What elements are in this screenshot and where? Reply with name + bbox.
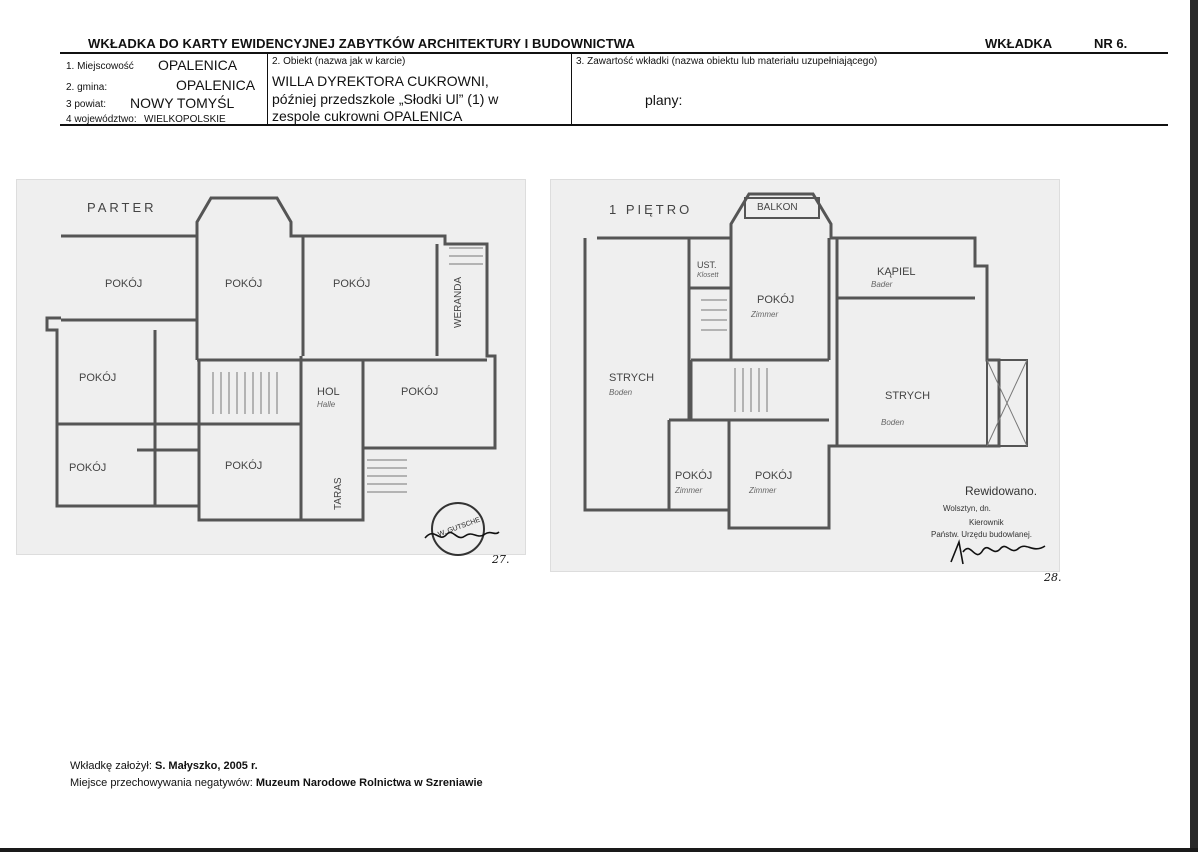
form-bottom-rule — [60, 124, 1168, 126]
pietro-strych-right: STRYCH — [885, 390, 931, 402]
plan-parter-drawing — [17, 180, 525, 554]
parter-room-5: POKÓJ — [401, 386, 439, 398]
miejscowosc-value: OPALENICA — [158, 57, 238, 73]
pietro-ust-sub: Klosett — [697, 272, 719, 279]
form-title: WKŁADKA DO KARTY EWIDENCYJNEJ ZABYTKÓW ARCHITEKTURY I BUDOWNICTWA — [88, 36, 635, 51]
footer-zalozyl-label: Wkładkę założył: — [70, 760, 152, 772]
plan-pietro — [550, 179, 1060, 572]
powiat-label: 3 powiat: — [66, 99, 107, 110]
rewidowano-stamp: Rewidowano. — [965, 484, 1038, 498]
pietro-balkon: BALKON — [757, 202, 798, 213]
record-form — [60, 52, 1168, 126]
parter-room-1: POKÓJ — [105, 278, 143, 290]
pietro-signature — [945, 536, 1051, 570]
rewidowano-line-1: Wolsztyn, dn. — [943, 504, 991, 513]
obiekt-line-3: zespole cukrowni OPALENICA — [272, 108, 463, 124]
obiekt-label: 2. Obiekt (nazwa jak w karcie) — [272, 56, 406, 67]
parter-weranda: WERANDA — [453, 276, 464, 328]
gmina-label: 2. gmina: — [66, 82, 108, 93]
wkladka-number: NR 6. — [1094, 36, 1128, 51]
pietro-strych-left: STRYCH — [609, 372, 655, 384]
parter-signature — [421, 522, 501, 548]
parter-room-4: POKÓJ — [79, 372, 117, 384]
stamp-text: W. GUTSCHE — [437, 516, 482, 539]
parter-hol-sub: Halle — [317, 400, 336, 409]
plan-parter — [16, 179, 526, 555]
wojewodztwo-value: WIELKOPOLSKIE — [144, 114, 226, 125]
pietro-kapiel-sub: Bader — [871, 280, 893, 289]
footer-zalozyl-value: S. Małyszko, 2005 r. — [154, 760, 258, 772]
scan-edge-bottom — [0, 848, 1198, 852]
pietro-ust: UST. — [697, 260, 717, 270]
pietro-room-2-sub: Zimmer — [675, 486, 703, 495]
parter-page-number: 27. — [492, 553, 510, 566]
parter-room-2: POKÓJ — [225, 278, 263, 290]
parter-title: PARTER — [87, 200, 157, 215]
zawartosc-label: 3. Zawartość wkładki (nazwa obiektu lub materiału uzupełniającego) — [576, 56, 878, 67]
parter-room-7: POKÓJ — [225, 460, 263, 472]
parter-taras: TARAS — [333, 477, 344, 510]
powiat-value: NOWY TOMYŚL — [130, 95, 235, 111]
pietro-room-3-sub: Zimmer — [749, 486, 777, 495]
pietro-room-1: POKÓJ — [757, 294, 795, 306]
pietro-room-2: POKÓJ — [675, 470, 713, 482]
parter-hol: HOL — [317, 386, 340, 398]
pietro-strych-left-sub: Boden — [609, 388, 633, 397]
obiekt-line-2: później przedszkole „Słodki Ul” (1) w — [272, 91, 499, 107]
parter-room-3: POKÓJ — [333, 278, 371, 290]
pietro-strych-right-sub: Boden — [881, 418, 905, 427]
wkladka-label: WKŁADKA — [985, 36, 1053, 51]
footer-miejsce-value: Muzeum Narodowe Rolnictwa w Szreniawie — [255, 777, 483, 789]
scan-edge-right — [1190, 0, 1198, 852]
footer-zalozyl — [70, 760, 258, 772]
zawartosc-value: plany: — [645, 92, 683, 108]
form-divider-2 — [571, 52, 572, 126]
gmina-value: OPALENICA — [176, 77, 256, 93]
pietro-title: 1 PIĘTRO — [609, 202, 693, 217]
pietro-room-3: POKÓJ — [755, 470, 793, 482]
parter-room-6: POKÓJ — [69, 462, 107, 474]
rewidowano-line-3: Państw. Urzędu budowlanej. — [931, 530, 1032, 539]
form-top-rule — [60, 52, 1168, 54]
footer-miejsce — [70, 777, 483, 789]
miejscowosc-label: 1. Miejscowość — [66, 61, 134, 72]
rewidowano-line-2: Kierownik — [969, 518, 1004, 527]
pietro-kapiel: KĄPIEL — [877, 266, 916, 278]
form-divider-1 — [267, 52, 268, 126]
footer-miejsce-label: Miejsce przechowywania negatywów: — [70, 777, 253, 789]
obiekt-line-1: WILLA DYREKTORA CUKROWNI, — [272, 73, 489, 89]
pietro-page-number: 28. — [1044, 571, 1062, 584]
wojewodztwo-label: 4 województwo: — [66, 114, 137, 125]
pietro-room-1-sub: Zimmer — [751, 310, 779, 319]
